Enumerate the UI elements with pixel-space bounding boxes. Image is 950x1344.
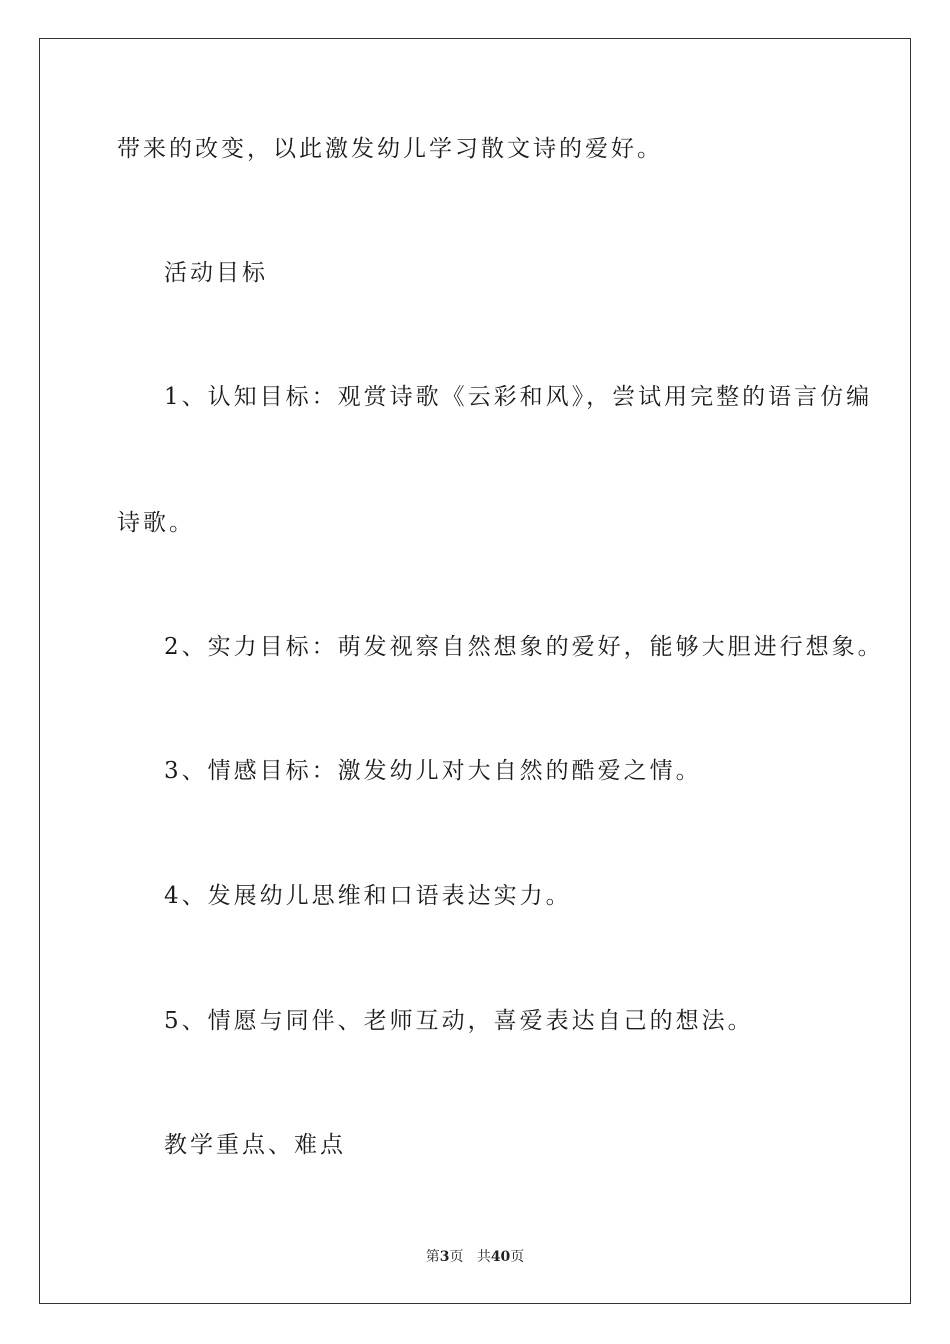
paragraph-line: 诗歌。: [117, 510, 195, 536]
list-item-emotion-goal: 3、情感目标：激发幼儿对大自然的酷爱之情。: [164, 758, 702, 784]
list-item-cognitive-goal: 1、认知目标：观赏诗歌《云彩和风》，尝试用完整的语言仿编: [164, 384, 873, 410]
section-heading-key-points: 教学重点、难点: [164, 1132, 346, 1158]
footer-total-prefix: 共: [476, 1249, 491, 1265]
list-item-interaction-goal: 5、情愿与同伴、老师互动，喜爱表达自己的想法。: [164, 1008, 754, 1034]
list-item-development-goal: 4、发展幼儿思维和口语表达实力。: [164, 883, 572, 909]
footer-total-suffix: 页: [510, 1249, 525, 1265]
footer-page-number: 3: [439, 1249, 450, 1265]
paragraph-line: 带来的改变，以此激发幼儿学习散文诗的爱好。: [117, 136, 663, 162]
page-footer: [0, 1248, 950, 1266]
footer-page-prefix: 第: [425, 1249, 440, 1265]
footer-total-pages: 40: [490, 1249, 511, 1265]
page-border: [39, 38, 911, 1304]
section-heading-activity-goals: 活动目标: [164, 260, 268, 286]
list-item-ability-goal: 2、实力目标：萌发视察自然想象的爱好，能够大胆进行想象。: [164, 634, 884, 660]
footer-page-suffix: 页: [449, 1249, 464, 1265]
